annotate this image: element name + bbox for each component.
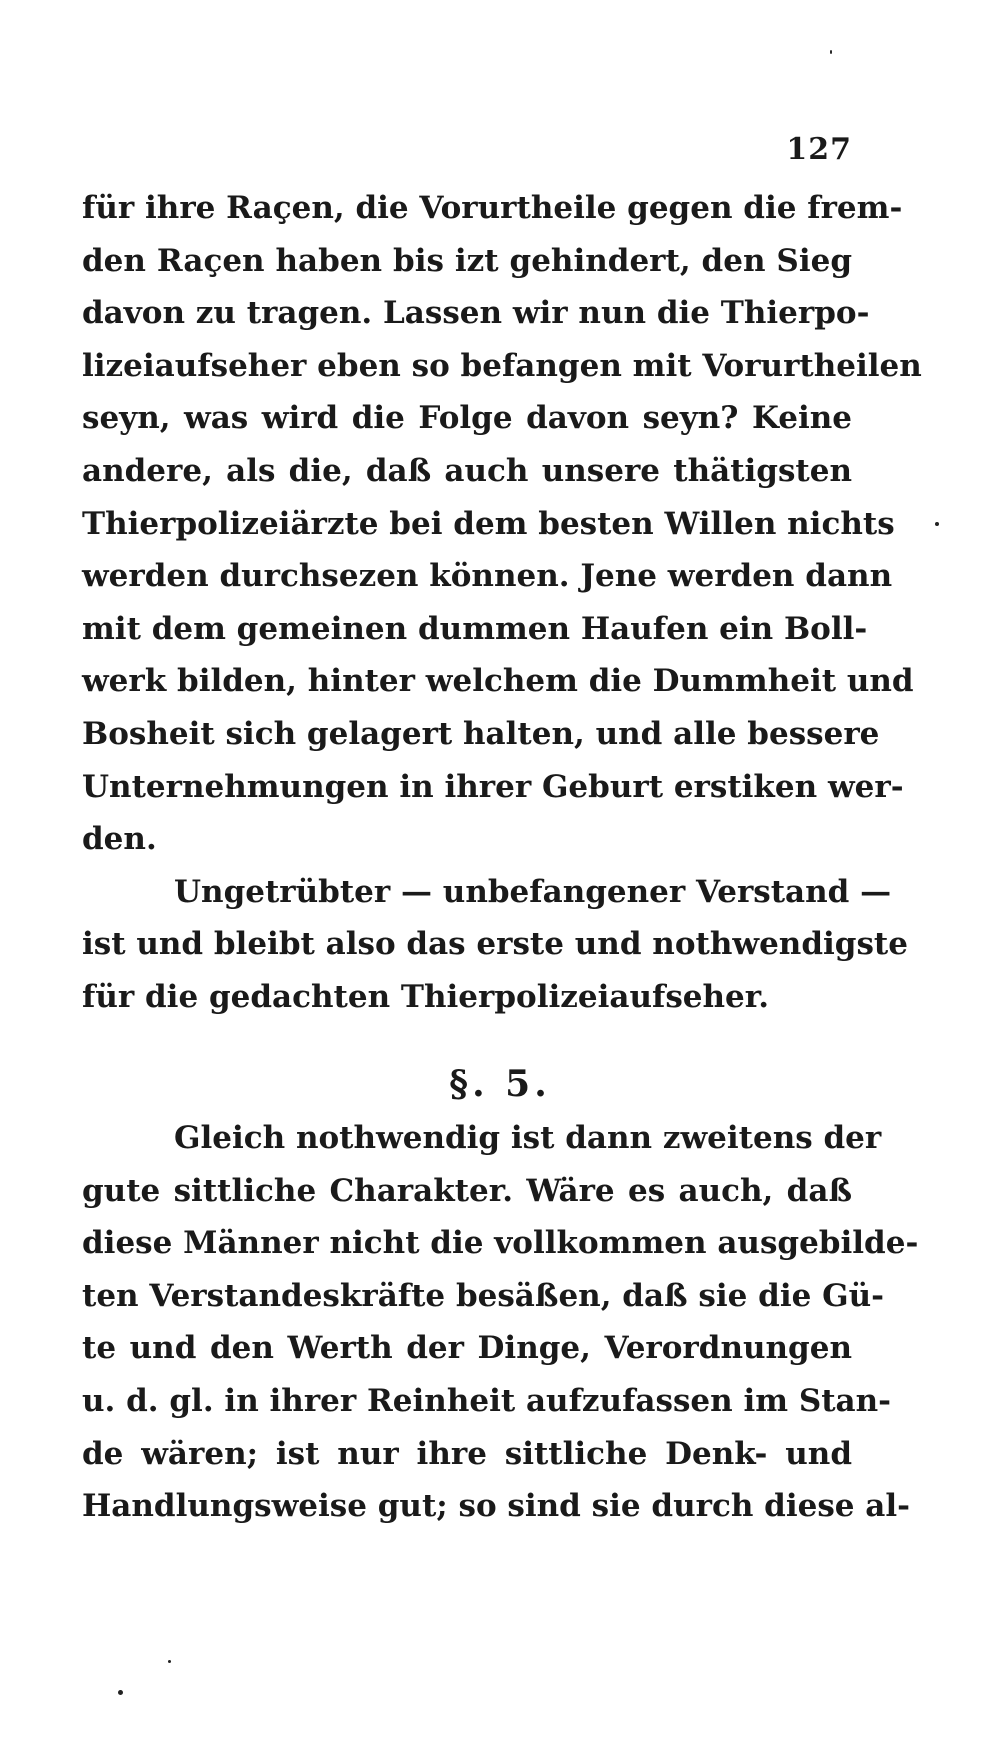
text-line: werk bilden, hinter welchem die Dummheit und — [82, 663, 914, 700]
print-speck — [118, 1690, 123, 1695]
text-line: te und den Werth der Dinge, Verordnungen — [82, 1330, 852, 1367]
text-line: Thierpolizeiärzte bei dem besten Willen nichts — [82, 505, 895, 542]
text-line: den. — [82, 821, 157, 858]
text-line: Bosheit sich gelagert halten, und alle bessere — [82, 715, 880, 752]
print-speck — [168, 1660, 171, 1663]
text-block-lower — [82, 1112, 919, 1533]
text-line: davon zu tragen. Lassen wir nun die Thierpo- — [82, 295, 870, 332]
text-line: mit dem gemeinen dummen Haufen ein Boll- — [82, 610, 868, 647]
text-line: ist und bleibt also das erste und nothwendigste — [82, 926, 908, 963]
text-line: gute sittliche Charakter. Wäre es auch, daß — [82, 1172, 852, 1209]
text-line: lizeiaufseher eben so befangen mit Vorurtheilen — [82, 347, 922, 384]
print-speck — [935, 522, 939, 526]
text-line: Ungetrübter — unbefangener Verstand — — [174, 873, 892, 910]
text-line: seyn, was wird die Folge davon seyn? Keine — [82, 400, 852, 437]
text-line: werden durchsezen können. Jene werden dann — [82, 558, 893, 595]
text-line: Unternehmungen in ihrer Geburt erstiken wer- — [82, 768, 904, 805]
text-line: u. d. gl. in ihrer Reinheit aufzufassen im Stan- — [82, 1382, 892, 1419]
text-line: ten Verstandeskräfte besäßen, daß sie die Gü- — [82, 1277, 884, 1314]
print-speck — [830, 50, 832, 54]
text-line: diese Männer nicht die vollkommen ausgebilde- — [82, 1225, 919, 1262]
page-number: 127 — [786, 132, 852, 167]
text-line: für die gedachten Thierpolizeiaufseher. — [82, 978, 770, 1015]
text-line: Handlungsweise gut; so sind sie durch diese al- — [82, 1488, 911, 1525]
section-heading: §. 5. — [449, 1063, 551, 1105]
text-line: andere, als die, daß auch unsere thätigsten — [82, 452, 852, 489]
text-line: de wären; ist nur ihre sittliche Denk- und — [82, 1435, 852, 1472]
text-line: den Raçen haben bis izt gehindert, den Sieg — [82, 242, 852, 279]
text-block-upper — [82, 182, 922, 1024]
text-line: für ihre Raçen, die Vorurtheile gegen die frem- — [82, 190, 903, 226]
text-line: Gleich nothwendig ist dann zweitens der — [174, 1120, 882, 1156]
